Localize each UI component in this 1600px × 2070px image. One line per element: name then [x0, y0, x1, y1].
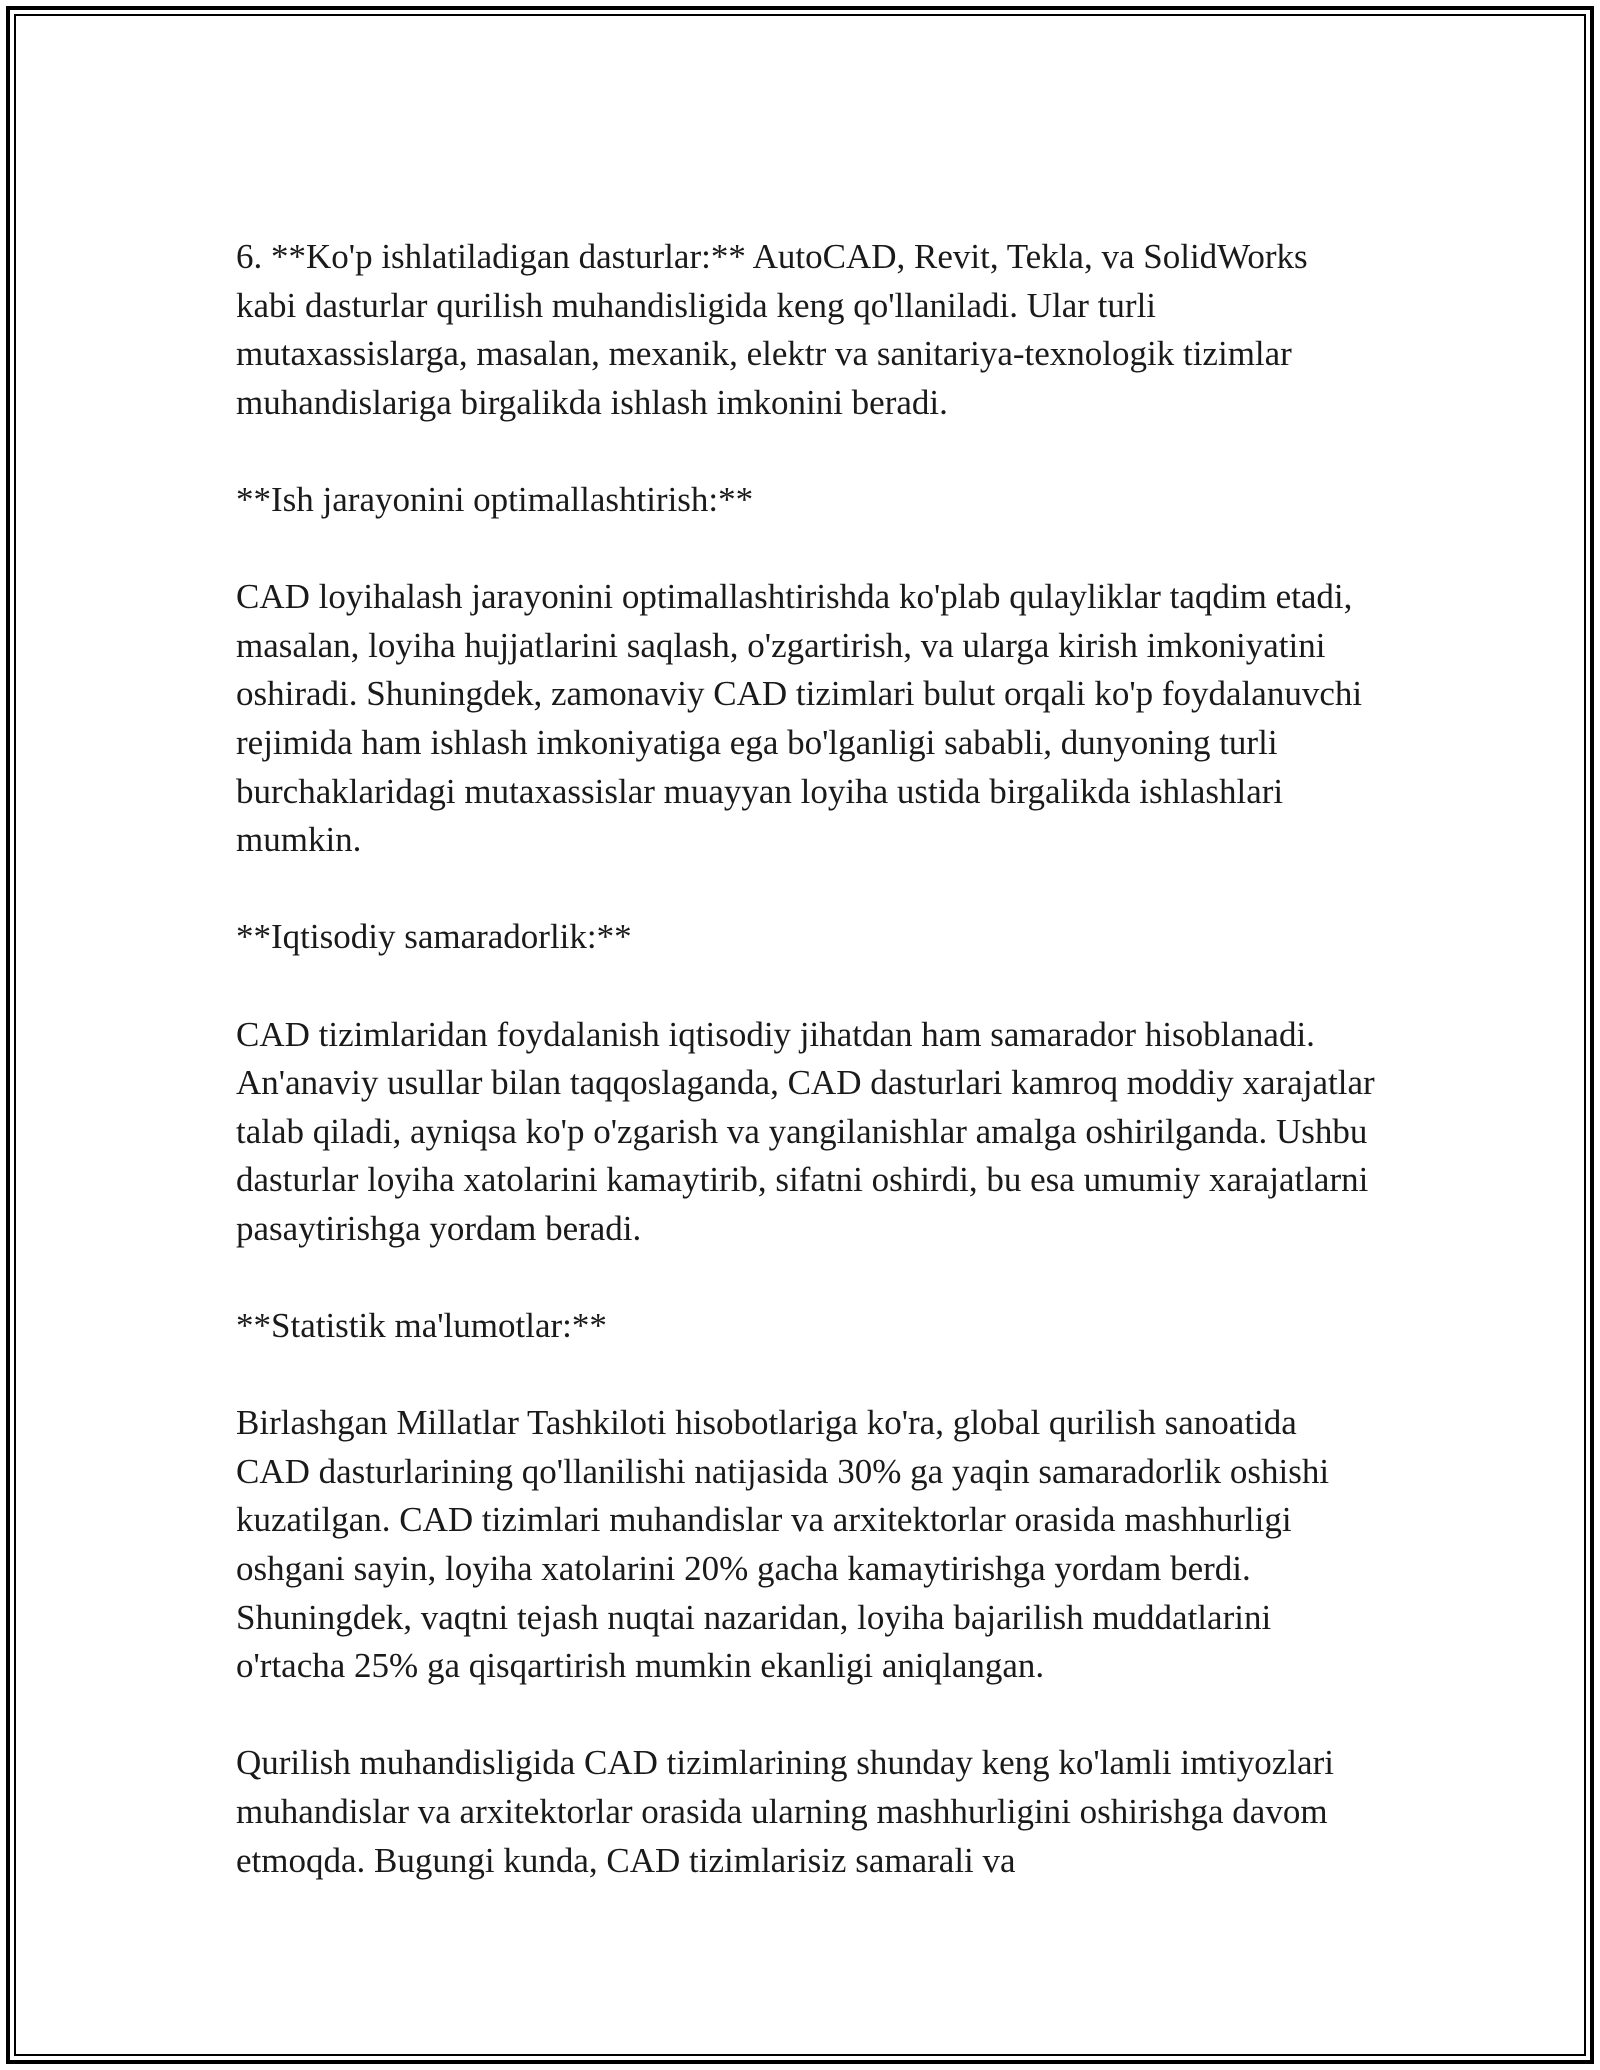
heading-statistics: **Statistik ma'lumotlar:**: [236, 1306, 607, 1346]
paragraph-workflow-optimization: CAD loyihalash jarayonini optimallashtirishda ko'plab qulayliklar taqdim etadi, masalan, loyiha hujjatlarini saqlash, o'zgartirish, va ularga kirish imkoniyatini oshiradi. Shuningdek, zamonaviy CAD tizimlari bulut orqali ko'p foydalanuvchi rejimida ham ishlash imkoniyatiga ega bo'lganligi sababli, dunyoning turli burchaklaridagi mutaxassislar muayyan loyiha ustida birgalikda ishlashlari mumkin.: [236, 577, 1363, 860]
paragraph-statistics: Birlashgan Millatlar Tashkiloti hisobotlariga ko'ra, global qurilish sanoatida CAD dasturlarining qo'llanilishi natijasida 30% ga yaqin samaradorlik oshishi kuzatilgan. CAD tizimlari muhandislar va arxitektorlar orasida mashhurligi oshgani sayin, loyiha xatolarini 20% gacha kamaytirishga yordam berdi. Shuningdek, vaqtni tejash nuqtai nazaridan, loyiha bajarilish muddatlarini o'rtacha 25% ga qisqartirish mumkin ekanligi aniqlangan.: [236, 1403, 1330, 1686]
heading-economic-efficiency: **Iqtisodiy samaradorlik:**: [236, 917, 632, 957]
paragraph-common-software: 6. **Ko'p ishlatiladigan dasturlar:** AutoCAD, Revit, Tekla, va SolidWorks kabi dasturlar qurilish muhandisligida keng qo'llaniladi. Ular turli mutaxassislarga, masalan, mexanik, elektr va sanitariya-texnologik tizimlar muhandislariga birgalikda ishlash imkonini beradi.: [236, 237, 1308, 422]
paragraph-conclusion: Qurilish muhandisligida CAD tizimlarining shunday keng ko'lamli imtiyozlari muhandislar va arxitektorlar orasida ularning mashhurligini oshirishga davom etmoqda. Bugungi kunda, CAD tizimlarisiz samarali va: [236, 1743, 1334, 1880]
heading-workflow-optimization: **Ish jarayonini optimallashtirish:**: [236, 479, 754, 519]
paragraph-economic-efficiency: CAD tizimlaridan foydalanish iqtisodiy jihatdan ham samarador hisoblanadi. An'anaviy usullar bilan taqqoslaganda, CAD dasturlari kamroq moddiy xarajatlar talab qiladi, ayniqsa ko'p o'zgarish va yangilanishlar amalga oshirilganda. Ushbu dasturlar loyiha xatolarini kamaytirib, sifatni oshirdi, bu esa umumiy xarajatlarni pasaytirishga yordam beradi.: [236, 1014, 1375, 1248]
document-body: [236, 233, 1376, 1885]
